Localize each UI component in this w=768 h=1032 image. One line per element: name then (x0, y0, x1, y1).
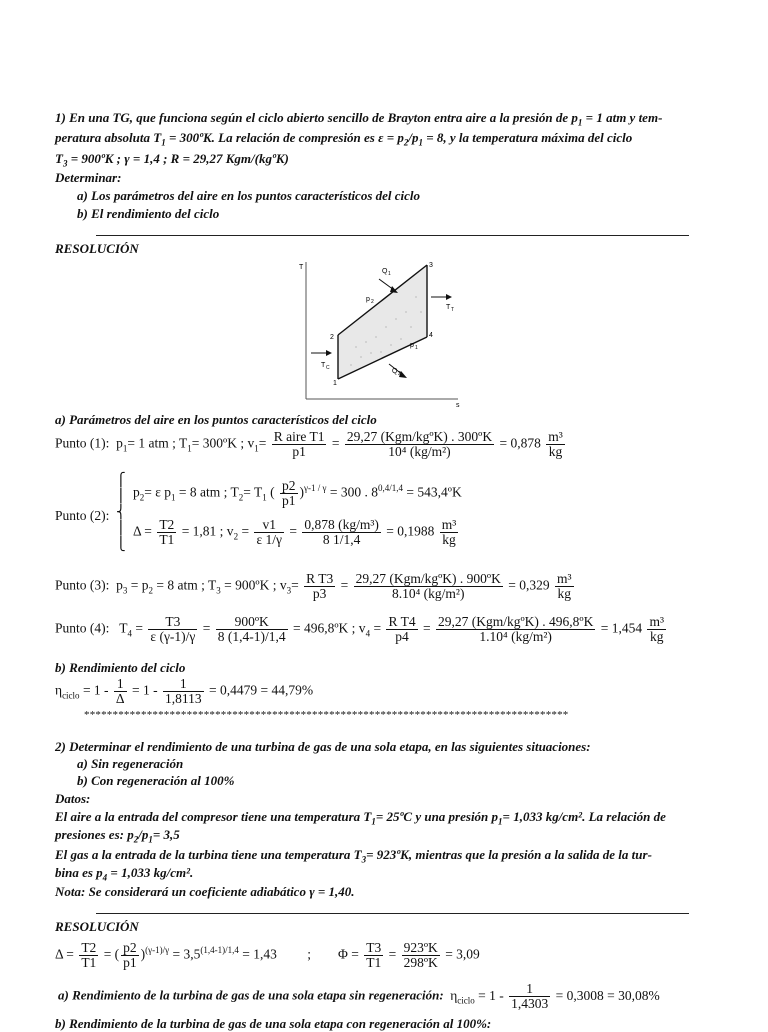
problem2-item-a: a) Sin regeneración (77, 756, 184, 771)
problem2-nota: Nota: Se considerará un coeficiente adiabático γ = 1,40. (55, 884, 355, 899)
rendimiento-equation: $\eta_{ciclo} = 1$ - $\frac{1}{\Delta}$ = 1 - $\frac{1}{1,8113}$ = 0,4479 = 44,79% (55, 676, 314, 706)
problem1-item-a: a) Los parámetros del aire en los puntos característicos del ciclo (77, 188, 421, 203)
s-axis-label: s (456, 402, 460, 409)
punto2-brace: ⎧ ⎪ ⎨ ⎪ ⎩ (116, 472, 126, 551)
problem2-line7: bina es $p_4 = 1,033$ kg/cm². (55, 865, 194, 883)
point-2-label: 2 (330, 334, 334, 341)
tc-sub: C (326, 365, 330, 371)
point-1-label: 1 (333, 380, 337, 387)
tt-sub: T (451, 307, 455, 313)
punto1-equation: Punto (1): $p_1= 1$ atm ; $T_1=$ 300ºK ; $v_1=$ $\frac{\text{R aire T1}}{p1}$ = $\frac{\text{29,27 (Kgm/kgºK) . 300ºK}}{\text{10⁴ (kg/m²)}}$ = 0,878 $\frac{\text{m³}}{kg}$ (55, 429, 563, 459)
tt-arrowhead (446, 294, 452, 300)
t-axis-label: T (299, 264, 304, 271)
delta-phi-equation: Δ = $\frac{T2}{T1}$ = ( $\frac{p2}{p1}$ )$^{(\gamma-1)/\gamma} = 3,5^{(1,4-1)/1,4} = 1,43$ ; Φ = $\frac{T3}{T1}$ = $\frac{\text{923ºK}}{\text{298ºK}}$ = 3,09 (55, 940, 480, 970)
problem2-item-b: b) Con regeneración al 100% (77, 773, 235, 788)
resolucion-heading-2: RESOLUCIÓN (55, 919, 139, 934)
section-b-heading: b) Rendimiento del ciclo (55, 660, 186, 675)
brayton-ts-diagram (296, 257, 472, 409)
problem2-line1: 2) Determinar el rendimiento de una turbina de gas de una sola etapa, en las siguientes situaciones: (55, 739, 591, 754)
punto2-line-a: $p_2= \varepsilon$ $p_1 = 8$ atm ; $T_2= T_1$ ( $\frac{p2}{p1}$ )$^{\gamma-1 / \gamma}$ = 300 . $8^{0,4/1,4}$ = 543,4ºK (133, 478, 462, 508)
problem1-line2: peratura absoluta $T_1$ = 300ºK. La relación de compresión es $\varepsilon = p_2/p_1 = 8$, y la temperatura máxima del ciclo (55, 130, 633, 148)
problem1-line3: $T_3$ = 900ºK ; γ = 1,4 ; R = 29,27 Kgm/(kgºK) (55, 151, 289, 169)
problem2-line5: presiones es: $p_2/p_1= 3,5$ (55, 827, 180, 845)
problem1-determinar: Determinar: (55, 170, 122, 185)
q2-label: Q (392, 368, 398, 375)
q1-label: Q (382, 268, 388, 275)
divider-1 (96, 235, 689, 236)
star-separator: ************************************************************************************* (84, 709, 569, 721)
problem1-line1: 1) En una TG, que funciona según el ciclo abierto sencillo de Brayton entra aire a la presión de $p_1 = 1$ atm y tem- (55, 110, 663, 128)
p1-label: p (410, 342, 414, 349)
problem2-datos: Datos: (55, 791, 91, 806)
p1-sub: 1 (415, 345, 418, 351)
punto4-equation: Punto (4): $T_4$ = $\frac{T3}{\varepsilon (\gamma-1)/\gamma}$ = $\frac{\text{900ºK}}{8 (1,4-1)/1,4}$ = 496,8ºK ; $v_4$ = $\frac{\text{R T4}}{p4}$ = $\frac{\text{29,27 (Kgm/kgºK) . 496,8ºK}}{\text{1.10⁴ (kg/m²)}}$ = 1,454 $\frac{\text{m³}}{kg}$ (55, 614, 665, 644)
problem2-line4: El aire a la entrada del compresor tiene una temperatura $T_1=$ 25ºC y una presión $p_1= 1,033$ kg/cm². La relación de (55, 809, 666, 827)
punto2-label: Punto (2): (55, 508, 110, 523)
tc-label: T (321, 362, 326, 369)
punto2-line-b: Δ = $\frac{T2}{T1}$ = 1,81 ; $v_2$ = $\frac{v1}{\varepsilon 1/\gamma}$ = $\frac{\text{0,878 (kg/m³)}}{8 1/1,4}$ = 0,1988 $\frac{\text{m³}}{kg}$ (133, 517, 457, 547)
q2-sub: 2 (398, 371, 401, 377)
tc-arrowhead (326, 350, 332, 356)
part-b2-line: b) Rendimiento de la turbina de gas de una sola etapa con regeneración al 100%: (55, 1016, 492, 1031)
divider-2 (96, 913, 689, 914)
punto3-equation: Punto (3): $p_3 = p_2 = 8$ atm ; $T_3$ = 900ºK ; $v_3=$ $\frac{\text{R T3}}{p3}$ = $\frac{\text{29,27 (Kgm/kgºK) . 900ºK}}{\text{8.10⁴ (kg/m²)}}$ = 0,329 $\frac{\text{m³}}{kg}$ (55, 571, 572, 601)
tt-label: T (446, 304, 451, 311)
p2-label: p (366, 296, 370, 303)
p2-sub: 2 (371, 299, 374, 305)
resolucion-heading-1: RESOLUCIÓN (55, 241, 139, 256)
q1-sub: 1 (388, 271, 391, 277)
problem2-line6: El gas a la entrada de la turbina tiene una temperatura $T_3=$ 923ºK, mientras que la presión a la salida de la tur- (55, 847, 652, 865)
point-3-label: 3 (429, 262, 433, 269)
section-a-heading: a) Parámetros del aire en los puntos característicos del ciclo (55, 412, 377, 427)
part-a2-line: a) Rendimiento de la turbina de gas de una sola etapa sin regeneración: $\eta_{ciclo} = 1$ - $\frac{1}{1,4303}$ = 0,3008 = 30,08% (58, 981, 660, 1011)
problem1-item-b: b) El rendimiento del ciclo (77, 206, 220, 221)
point-4-label: 4 (429, 332, 433, 339)
